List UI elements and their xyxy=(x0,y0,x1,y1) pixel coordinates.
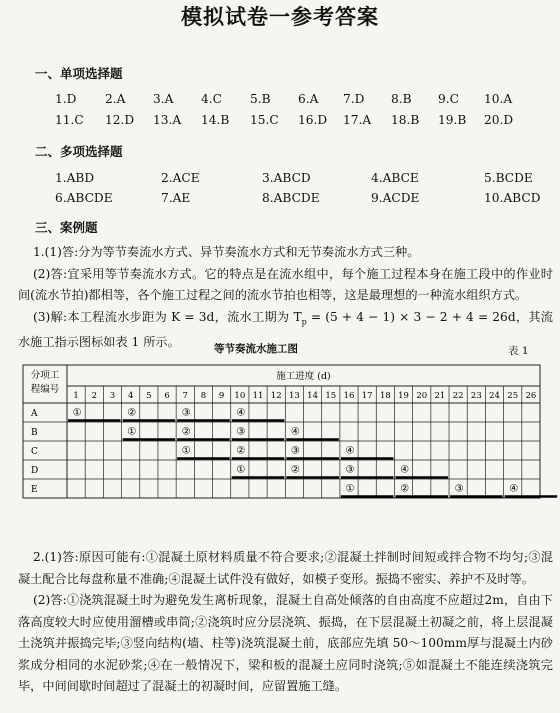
row-label: B xyxy=(31,428,38,438)
multi-answer: 5.BCDE xyxy=(484,171,533,185)
row-label: A xyxy=(31,409,38,419)
table-border xyxy=(23,365,540,498)
single-answer: 2.A xyxy=(105,92,126,106)
day-label: 22 xyxy=(452,391,464,401)
case-q1-3-sub: p xyxy=(301,316,307,326)
segment-label: ① xyxy=(72,407,82,419)
progress-header: 施工进度 (d) xyxy=(276,371,331,382)
segment-label: ② xyxy=(290,464,300,476)
segment-label: ③ xyxy=(345,464,355,476)
single-answer: 3.A xyxy=(153,92,174,106)
single-answer: 4.C xyxy=(201,92,222,106)
day-label: 1 xyxy=(73,391,79,401)
day-label: 7 xyxy=(182,391,188,401)
multi-answer: 6.ABCDE xyxy=(55,191,113,205)
day-label: 16 xyxy=(343,391,355,401)
single-answer: 10.A xyxy=(484,92,513,106)
row-label: C xyxy=(31,447,38,457)
multi-answer: 7.AE xyxy=(161,191,191,205)
day-label: 17 xyxy=(361,391,373,401)
day-label: 21 xyxy=(434,391,446,401)
case-q2-1: 2.(1)答:原因可能有:①混凝土原材料质量不符合要求;②混凝土拌制时间短或拌合物不均匀;③混凝土配合比每盘称量不准确;④混凝土试件没有做好，如模子变形。振捣不密实、养护不及时等。 xyxy=(18,550,553,586)
single-answer: 11.C xyxy=(55,113,84,127)
day-label: 14 xyxy=(307,391,319,401)
multi-answer: 4.ABCE xyxy=(371,171,419,185)
section-case: 三、案例题 xyxy=(35,220,98,235)
day-label: 12 xyxy=(270,391,282,401)
single-answer: 12.D xyxy=(105,113,135,127)
segment-label: ④ xyxy=(400,464,410,476)
segment-label: ① xyxy=(181,445,191,457)
segment-label: ② xyxy=(127,407,137,419)
day-label: 9 xyxy=(218,391,225,401)
single-answer: 19.B xyxy=(438,113,467,127)
single-answer: 7.D xyxy=(343,92,365,106)
case-q1-1: 1.(1)答:分为等节奏流水方式、异节奏流水方式和无节奏流水方式三种。 xyxy=(33,245,420,259)
multi-answer: 9.ACDE xyxy=(371,191,420,205)
multi-answer: 1.ABD xyxy=(55,171,95,185)
single-answer: 8.B xyxy=(391,92,412,106)
multi-answer: 10.ABCD xyxy=(484,191,541,205)
case-q1-3-text: (3)解:本工程流水步距为 K = 3d，流水工期为 T xyxy=(33,309,302,324)
segment-label: ④ xyxy=(236,407,246,419)
row-label: D xyxy=(31,466,39,476)
single-answer: 13.A xyxy=(153,113,182,127)
segment-label: ① xyxy=(127,426,137,438)
segment-label: ③ xyxy=(236,426,246,438)
single-answer: 5.B xyxy=(250,92,271,106)
case-q2 xyxy=(18,547,553,698)
single-answer: 9.C xyxy=(438,92,459,106)
day-label: 4 xyxy=(127,391,134,401)
segment-label: ③ xyxy=(454,483,464,495)
day-label: 6 xyxy=(164,391,170,401)
single-answer: 14.B xyxy=(201,113,230,127)
single-answer: 15.C xyxy=(250,113,279,127)
section-single-choice: 一、单项选择题 xyxy=(35,66,123,81)
single-answer: 1.D xyxy=(55,92,77,106)
day-label: 5 xyxy=(146,391,152,401)
segment-label: ① xyxy=(345,483,355,495)
case-q1-3-end: = (5 + 4 − 1) × 3 − 2 + 4 = 26d，其流水施工指示图标如表 1 所示。 xyxy=(18,309,553,350)
single-answer: 17.A xyxy=(343,113,372,127)
case-q2-2: (2)答:①浇筑混凝土时为避免发生离析现象，混凝土自高处倾落的自由高度不应超过2m，自由下落高度较大时应使用溜槽或串筒;②浇筑时应分层浇筑、振捣，在下层混凝土初凝之前，将上层混凝土浇筑并振捣完毕;③竖向结构(墙、柱等)浇筑混凝土前，底部应先填 50～100mm厚与混凝土内砂浆成分相同的水泥砂浆;④在一般情况下，梁和板的混凝土应同时浇筑;⑤如混凝土不能连续浇筑完毕，中间间歇时间超过了混凝土的初凝时间，应留置施工缝。 xyxy=(18,593,553,693)
table-label: 表 1 xyxy=(508,345,529,357)
day-label: 24 xyxy=(489,391,500,401)
day-label: 13 xyxy=(288,391,300,401)
page-title: 模拟试卷一参考答案 xyxy=(181,5,379,29)
segment-label: ② xyxy=(181,426,191,438)
case-q1-2: (2)答:宜采用等节奏流水方式。它的特点是在流水组中，每个施工过程本身在施工段中的作业时间(流水节拍)都相等，各个施工过程之间的流水节拍也相等，这是最理想的一种流水组织方式。 xyxy=(18,266,553,302)
segment-label: ② xyxy=(236,445,246,457)
day-label: 23 xyxy=(470,391,482,401)
row-label: E xyxy=(31,485,38,495)
multi-answer: 2.ACE xyxy=(161,171,200,185)
section-multi-choice: 二、多项选择题 xyxy=(35,144,123,159)
day-label: 20 xyxy=(416,391,428,401)
row-header: 程编号 xyxy=(30,384,60,395)
day-label: 10 xyxy=(234,391,246,401)
multi-answer: 3.ABCD xyxy=(262,171,311,185)
day-label: 3 xyxy=(109,391,116,401)
single-answer: 18.B xyxy=(391,113,420,127)
row-header: 分项工 xyxy=(30,370,60,381)
segment-label: ① xyxy=(236,464,246,476)
day-label: 2 xyxy=(91,391,97,401)
table-caption: 等节奏流水施工图 xyxy=(214,343,298,355)
single-answer: 20.D xyxy=(484,113,514,127)
segment-label: ② xyxy=(400,483,410,495)
multi-answer: 8.ABCDE xyxy=(262,191,320,205)
day-label: 8 xyxy=(200,391,207,401)
segment-label: ③ xyxy=(290,445,300,457)
case-answers xyxy=(18,242,553,354)
segment-label: ④ xyxy=(290,426,300,438)
segment-label: ③ xyxy=(181,407,191,419)
day-label: 11 xyxy=(252,391,264,401)
single-answer: 16.D xyxy=(298,113,328,127)
segment-label: ④ xyxy=(509,483,519,495)
day-label: 18 xyxy=(379,391,391,401)
segment-label: ④ xyxy=(345,445,355,457)
day-label: 15 xyxy=(325,391,337,401)
day-label: 26 xyxy=(525,391,537,401)
day-label: 25 xyxy=(507,391,519,401)
single-answer: 6.A xyxy=(298,92,319,106)
day-label: 19 xyxy=(398,391,409,401)
